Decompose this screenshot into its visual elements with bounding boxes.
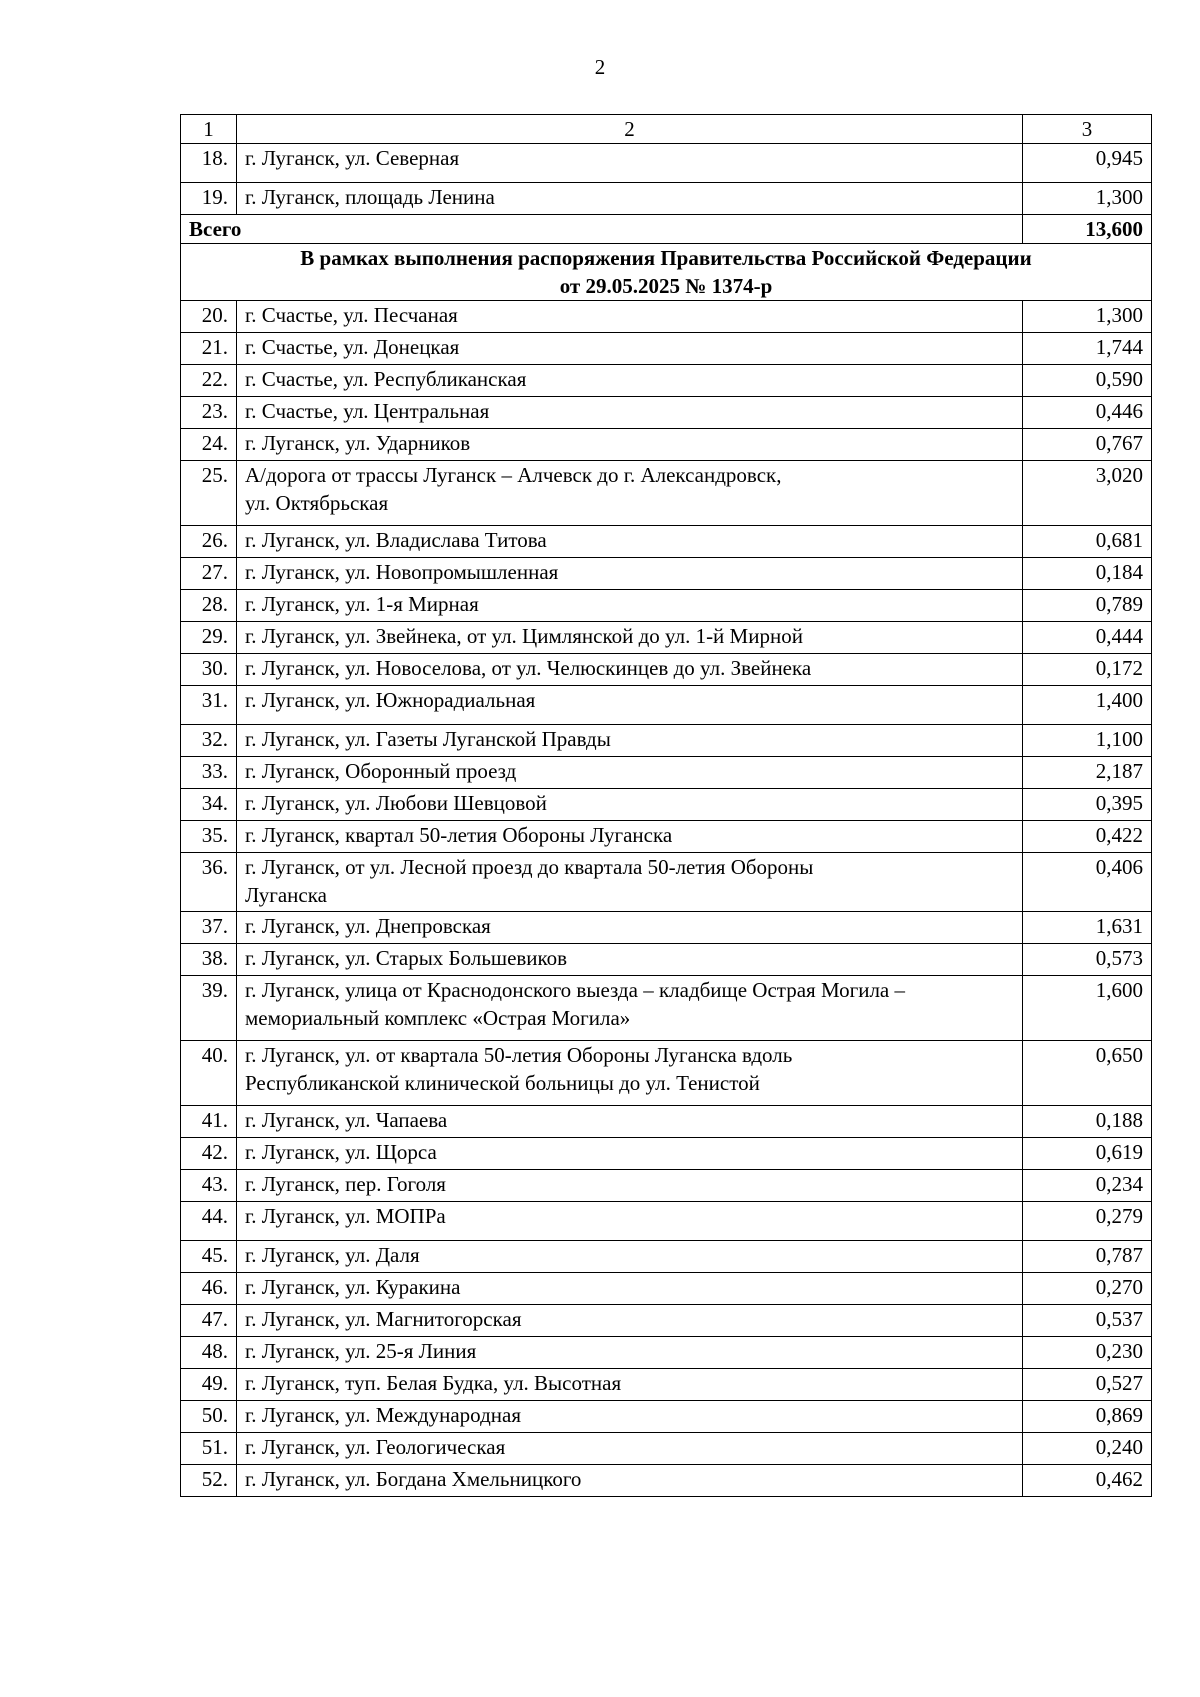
row-number: 24. <box>181 429 237 461</box>
table-row <box>181 590 1152 622</box>
road-name-line-1: г. Луганск, ул. от квартала 50-летия Обороны Луганска вдоль <box>245 1043 793 1067</box>
road-length: 0,240 <box>1023 1433 1152 1465</box>
table-row <box>181 1401 1152 1433</box>
total-row <box>181 215 1152 244</box>
road-name: г. Луганск, Оборонный проезд <box>237 757 1023 789</box>
row-number: 44. <box>181 1202 237 1241</box>
row-number: 25. <box>181 461 237 526</box>
road-length: 0,422 <box>1023 821 1152 853</box>
road-name <box>237 461 1023 526</box>
road-length: 0,406 <box>1023 853 1152 912</box>
road-length: 0,230 <box>1023 1337 1152 1369</box>
table-row <box>181 461 1152 526</box>
road-name: г. Луганск, ул. Южнорадиальная <box>237 686 1023 725</box>
row-number: 33. <box>181 757 237 789</box>
road-length: 0,172 <box>1023 654 1152 686</box>
road-length: 0,527 <box>1023 1369 1152 1401</box>
row-number: 52. <box>181 1465 237 1497</box>
table-row <box>181 976 1152 1041</box>
road-length: 0,537 <box>1023 1305 1152 1337</box>
road-name: г. Луганск, ул. Чапаева <box>237 1106 1023 1138</box>
road-length: 1,631 <box>1023 912 1152 944</box>
table-row <box>181 1465 1152 1497</box>
road-length: 0,767 <box>1023 429 1152 461</box>
row-number: 27. <box>181 558 237 590</box>
section-header-line-2: от 29.05.2025 № 1374-р <box>559 274 773 298</box>
row-number: 50. <box>181 1401 237 1433</box>
row-number: 45. <box>181 1241 237 1273</box>
table-row <box>181 144 1152 183</box>
road-name <box>237 1041 1023 1106</box>
road-length: 3,020 <box>1023 461 1152 526</box>
table-row <box>181 1273 1152 1305</box>
table-body <box>181 301 1152 1497</box>
row-number: 30. <box>181 654 237 686</box>
table-row <box>181 1170 1152 1202</box>
road-length: 0,787 <box>1023 1241 1152 1273</box>
road-length: 0,619 <box>1023 1138 1152 1170</box>
table-row <box>181 622 1152 654</box>
row-number: 32. <box>181 725 237 757</box>
table-row <box>181 1433 1152 1465</box>
road-name: г. Луганск, ул. Северная <box>237 144 1023 183</box>
road-length: 0,279 <box>1023 1202 1152 1241</box>
row-number: 21. <box>181 333 237 365</box>
road-name: г. Луганск, ул. Ударников <box>237 429 1023 461</box>
road-name: г. Луганск, ул. Любови Шевцовой <box>237 789 1023 821</box>
table-row <box>181 526 1152 558</box>
road-length: 1,400 <box>1023 686 1152 725</box>
row-number: 20. <box>181 301 237 333</box>
row-number: 39. <box>181 976 237 1041</box>
table-row <box>181 1106 1152 1138</box>
road-name: г. Луганск, ул. Магнитогорская <box>237 1305 1023 1337</box>
column-header-2: 2 <box>237 115 1023 144</box>
row-number: 48. <box>181 1337 237 1369</box>
table-row <box>181 789 1152 821</box>
road-name <box>237 853 1023 912</box>
table-row <box>181 757 1152 789</box>
table-row <box>181 301 1152 333</box>
road-name: г. Луганск, ул. Старых Большевиков <box>237 944 1023 976</box>
table-row <box>181 429 1152 461</box>
table-row <box>181 183 1152 215</box>
road-length: 0,945 <box>1023 144 1152 183</box>
road-name: г. Луганск, ул. Международная <box>237 1401 1023 1433</box>
road-name: г. Луганск, квартал 50-летия Обороны Луганска <box>237 821 1023 853</box>
road-length: 1,300 <box>1023 301 1152 333</box>
road-name: г. Луганск, ул. Газеты Луганской Правды <box>237 725 1023 757</box>
row-number: 36. <box>181 853 237 912</box>
total-value: 13,600 <box>1023 215 1152 244</box>
page-number: 2 <box>594 55 606 79</box>
table-row <box>181 558 1152 590</box>
table-row <box>181 1041 1152 1106</box>
row-number: 34. <box>181 789 237 821</box>
row-number: 23. <box>181 397 237 429</box>
road-name-line-2: Республиканской клинической больницы до ул. Тенистой <box>245 1071 760 1095</box>
road-name: г. Луганск, ул. МОПРа <box>237 1202 1023 1241</box>
road-length: 0,446 <box>1023 397 1152 429</box>
road-name: г. Луганск, ул. Звейнека, от ул. Цимлянской до ул. 1-й Мирной <box>237 622 1023 654</box>
table-row <box>181 912 1152 944</box>
total-label: Всего <box>181 215 1023 244</box>
road-name: г. Луганск, ул. Богдана Хмельницкого <box>237 1465 1023 1497</box>
road-length: 0,650 <box>1023 1041 1152 1106</box>
table-row <box>181 1241 1152 1273</box>
road-name: г. Луганск, ул. Днепровская <box>237 912 1023 944</box>
row-number: 28. <box>181 590 237 622</box>
road-name-line-1: г. Луганск, улица от Краснодонского выезда – кладбище Острая Могила – <box>245 978 905 1002</box>
road-length: 0,869 <box>1023 1401 1152 1433</box>
road-length: 0,184 <box>1023 558 1152 590</box>
table-row <box>181 944 1152 976</box>
road-length: 0,395 <box>1023 789 1152 821</box>
road-name: г. Луганск, площадь Ленина <box>237 183 1023 215</box>
table-row <box>181 1138 1152 1170</box>
table-row <box>181 725 1152 757</box>
row-number: 18. <box>181 144 237 183</box>
row-number: 51. <box>181 1433 237 1465</box>
table-row <box>181 1202 1152 1241</box>
table-row <box>181 1305 1152 1337</box>
table-row <box>181 686 1152 725</box>
road-name <box>237 976 1023 1041</box>
road-length: 0,188 <box>1023 1106 1152 1138</box>
road-name: г. Луганск, ул. Даля <box>237 1241 1023 1273</box>
section-header-line-1: В рамках выполнения распоряжения Правительства Российской Федерации <box>300 246 1032 270</box>
section-header-row <box>181 244 1152 301</box>
row-number: 41. <box>181 1106 237 1138</box>
row-number: 26. <box>181 526 237 558</box>
road-name: г. Луганск, туп. Белая Будка, ул. Высотная <box>237 1369 1023 1401</box>
table-row <box>181 397 1152 429</box>
road-name-line-2: ул. Октябрьская <box>245 491 389 515</box>
table-row <box>181 365 1152 397</box>
row-number: 43. <box>181 1170 237 1202</box>
road-name: г. Луганск, пер. Гоголя <box>237 1170 1023 1202</box>
road-length: 0,789 <box>1023 590 1152 622</box>
road-name: г. Луганск, ул. Щорса <box>237 1138 1023 1170</box>
road-length: 0,234 <box>1023 1170 1152 1202</box>
table-row <box>181 1337 1152 1369</box>
row-number: 29. <box>181 622 237 654</box>
road-length: 2,187 <box>1023 757 1152 789</box>
road-name: г. Луганск, ул. 25-я Линия <box>237 1337 1023 1369</box>
row-number: 47. <box>181 1305 237 1337</box>
road-length: 0,270 <box>1023 1273 1152 1305</box>
road-name-line-1: г. Луганск, от ул. Лесной проезд до квартала 50-летия Обороны <box>245 855 814 879</box>
road-name: г. Счастье, ул. Центральная <box>237 397 1023 429</box>
road-name: г. Счастье, ул. Песчаная <box>237 301 1023 333</box>
table-row <box>181 821 1152 853</box>
row-number: 49. <box>181 1369 237 1401</box>
road-length: 1,300 <box>1023 183 1152 215</box>
row-number: 35. <box>181 821 237 853</box>
section-header <box>181 244 1152 301</box>
row-number: 19. <box>181 183 237 215</box>
road-length: 0,573 <box>1023 944 1152 976</box>
row-number: 40. <box>181 1041 237 1106</box>
table-row <box>181 853 1152 912</box>
road-length: 1,744 <box>1023 333 1152 365</box>
road-length: 1,600 <box>1023 976 1152 1041</box>
row-number: 46. <box>181 1273 237 1305</box>
road-name: г. Счастье, ул. Донецкая <box>237 333 1023 365</box>
road-name: г. Луганск, ул. Куракина <box>237 1273 1023 1305</box>
road-name-line-2: Луганска <box>245 883 327 907</box>
row-number: 37. <box>181 912 237 944</box>
road-name: г. Луганск, ул. Новоселова, от ул. Челюскинцев до ул. Звейнека <box>237 654 1023 686</box>
road-name: г. Луганск, ул. 1-я Мирная <box>237 590 1023 622</box>
table-row <box>181 333 1152 365</box>
road-name-line-2: мемориальный комплекс «Острая Могила» <box>245 1006 631 1030</box>
road-name: г. Луганск, ул. Новопромышленная <box>237 558 1023 590</box>
road-length: 0,462 <box>1023 1465 1152 1497</box>
road-name: г. Луганск, ул. Владислава Титова <box>237 526 1023 558</box>
table-row <box>181 1369 1152 1401</box>
table-header-row <box>181 115 1152 144</box>
road-length: 0,590 <box>1023 365 1152 397</box>
road-name-line-1: А/дорога от трассы Луганск – Алчевск до г. Александровск, <box>245 463 782 487</box>
road-length: 0,681 <box>1023 526 1152 558</box>
column-header-3: 3 <box>1023 115 1152 144</box>
row-number: 42. <box>181 1138 237 1170</box>
row-number: 22. <box>181 365 237 397</box>
road-length: 1,100 <box>1023 725 1152 757</box>
table-row <box>181 654 1152 686</box>
row-number: 38. <box>181 944 237 976</box>
road-name: г. Луганск, ул. Геологическая <box>237 1433 1023 1465</box>
road-length: 0,444 <box>1023 622 1152 654</box>
row-number: 31. <box>181 686 237 725</box>
road-name: г. Счастье, ул. Республиканская <box>237 365 1023 397</box>
roads-table <box>180 114 1152 1497</box>
column-header-1: 1 <box>181 115 237 144</box>
